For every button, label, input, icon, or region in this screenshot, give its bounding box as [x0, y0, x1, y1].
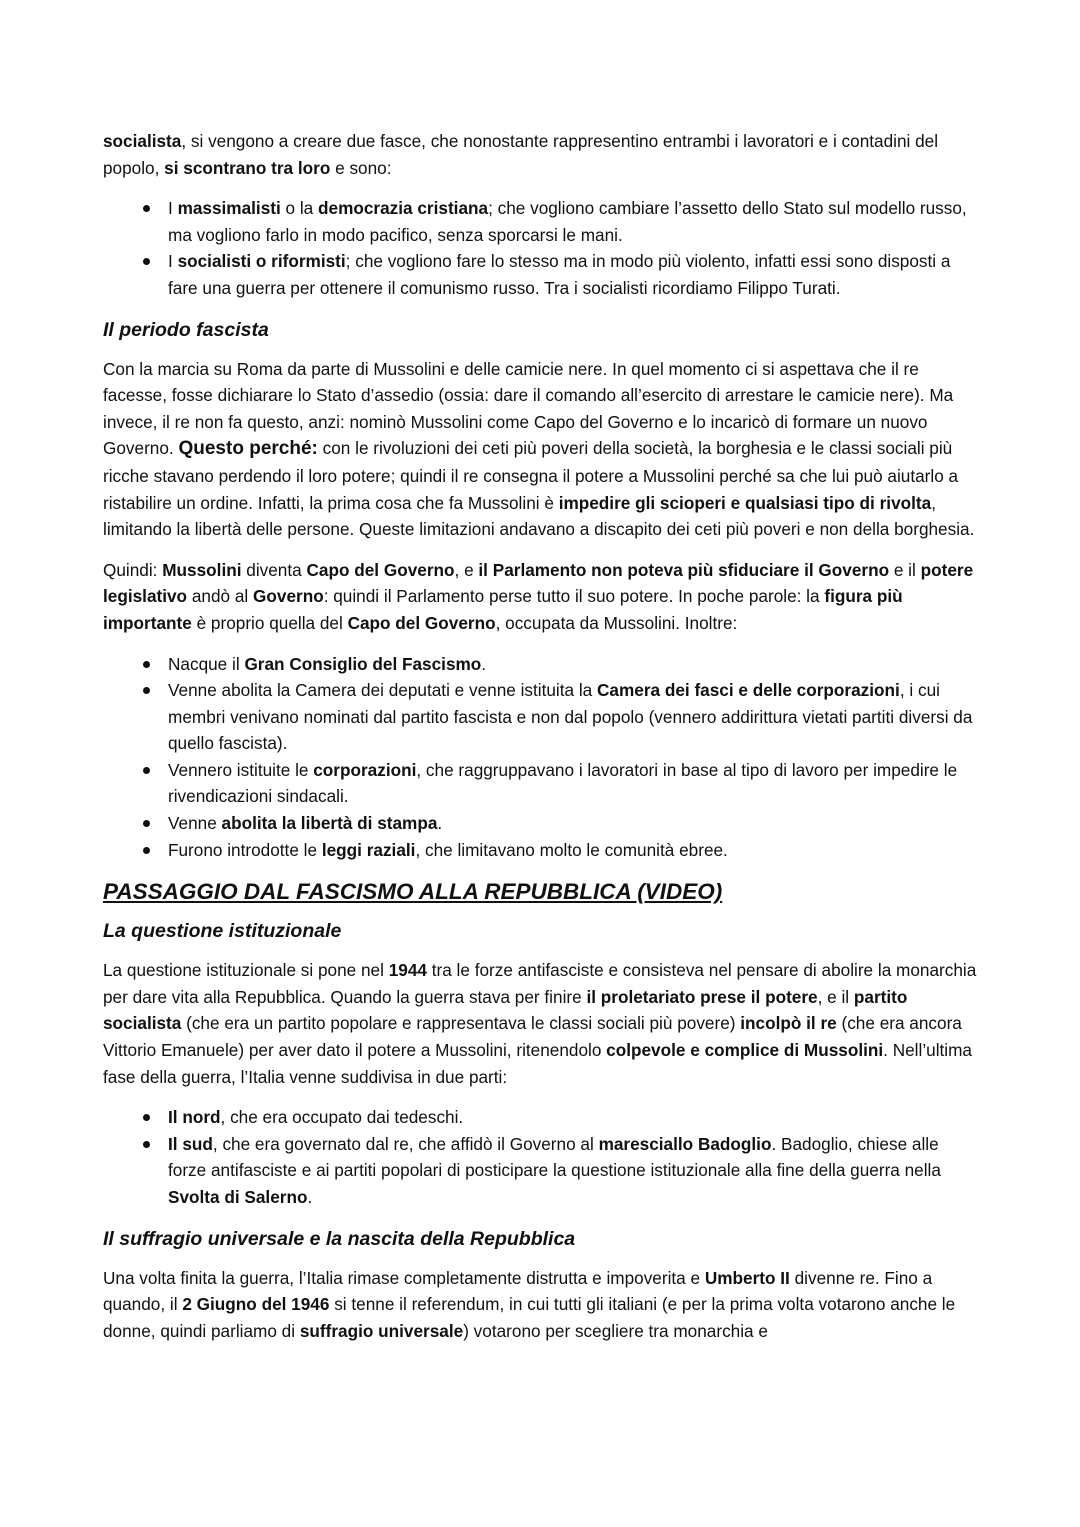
list-item: Furono introdotte le leggi raziali, che limitavano molto le comunità ebree. — [103, 837, 980, 864]
list-item: Il sud, che era governato dal re, che affidò il Governo al maresciallo Badoglio. Badoglio, chiese alle forze antifasciste e ai partiti popolari di posticipare la questione istituzionale alla fine della guerra nella Svolta di Salerno. — [103, 1131, 980, 1211]
bold-text: si scontrano tra loro — [164, 157, 331, 178]
list-item: Nacque il Gran Consiglio del Fascismo. — [103, 651, 980, 678]
bullet-list-italy-parts — [103, 1104, 980, 1210]
section-title: PASSAGGIO DAL FASCISMO ALLA REPUBBLICA (VIDEO) — [103, 879, 723, 905]
heading-periodo-fascista: Il periodo fascista — [103, 318, 269, 341]
bullet-list-factions — [103, 195, 980, 301]
paragraph-intro — [103, 128, 980, 181]
paragraph-marcia-su-roma: Con la marcia su Roma da parte di Mussolini e delle camicie nere. In quel momento ci si aspettava che il re facesse, fosse dichiarare lo Stato d’assedio (ossia: dare il comando all’esercito di arrestare le camicie nere). Ma invece, il re non fa questo, anzi: nominò Mussolini come Capo del Governo e lo incaricò di formare un nuovo Governo. Questo perché: con le rivoluzioni dei ceti più poveri della società, la borghesia e le classi sociali più ricche stavano perdendo il loro potere; quindi il re consegna il potere a Mussolini perché sa che lui può aiutarlo a ristabilire un ordine. Infatti, la prima cosa che fa Mussolini è impedire gli scioperi e qualsiasi tipo di rivolta, limitando la libertà delle persone. Queste limitazioni andavano a discapito dei ceti più poveri e non della borghesia. — [103, 358, 975, 540]
list-item: Venne abolita la Camera dei deputati e venne istituita la Camera dei fasci e delle corporazioni, i cui membri venivano nominati dal partito fascista e non dal popolo (vennero addirittura vietati partiti diversi da quello fascista). — [103, 677, 980, 757]
text: e sono: — [330, 157, 392, 178]
list-item: Venne abolita la libertà di stampa. — [103, 810, 980, 837]
paragraph-suffragio: Una volta finita la guerra, l’Italia rimase completamente distrutta e impoverita e Umberto II divenne re. Fino a quando, il 2 Giugno del 1946 si tenne il referendum, in cui tutti gli italiani (e per la prima volta votarono anche le donne, quindi parliamo di suffragio universale) votarono per scegliere tra monarchia e — [103, 1267, 956, 1341]
text: , si vengono a creare due fasce, che nonostante rappresentino entrambi i lavoratori e i contadini del popolo, — [103, 131, 939, 178]
list-item: Vennero istituite le corporazioni, che raggruppavano i lavoratori in base al tipo di lavoro per impedire le rivendicazioni sindacali. — [103, 757, 980, 810]
list-item: I massimalisti o la democrazia cristiana; che vogliono cambiare l’assetto dello Stato sul modello russo, ma vogliono farlo in modo pacifico, senza sporcarsi le mani. — [103, 195, 980, 248]
paragraph-questione: La questione istituzionale si pone nel 1944 tra le forze antifasciste e consisteva nel pensare di abolire la monarchia per dare vita alla Repubblica. Quando la guerra stava per finire il proletariato prese il potere, e il partito socialista (che era un partito popolare e rappresentava le classi sociali più povere) incolpò il re (che era ancora Vittorio Emanuele) per aver dato il potere a Mussolini, ritenendolo colpevole e complice di Mussolini. Nell’ultima fase della guerra, l’Italia venne suddivisa in due parti: — [103, 960, 977, 1087]
list-item: I socialisti o riformisti; che vogliono fare lo stesso ma in modo più violento, infatti essi sono disposti a fare una guerra per ottenere il comunismo russo. Tra i socialisti ricordiamo Filippo Turati. — [103, 248, 980, 301]
bullet-list-fascist-measures — [103, 651, 980, 864]
list-item: Il nord, che era occupato dai tedeschi. — [103, 1104, 980, 1131]
heading-suffragio: Il suffragio universale e la nascita della Repubblica — [103, 1227, 576, 1250]
paragraph-capo-governo: Quindi: Mussolini diventa Capo del Governo, e il Parlamento non poteva più sfiduciare il Governo e il potere legislativo andò al Governo: quindi il Parlamento perse tutto il suo potere. In poche parole: la figura più importante è proprio quella del Capo del Governo, occupata da Mussolini. Inoltre: — [103, 559, 974, 633]
heading-questione-istituzionale: La questione istituzionale — [103, 920, 342, 943]
bold-text: socialista — [103, 131, 182, 151]
